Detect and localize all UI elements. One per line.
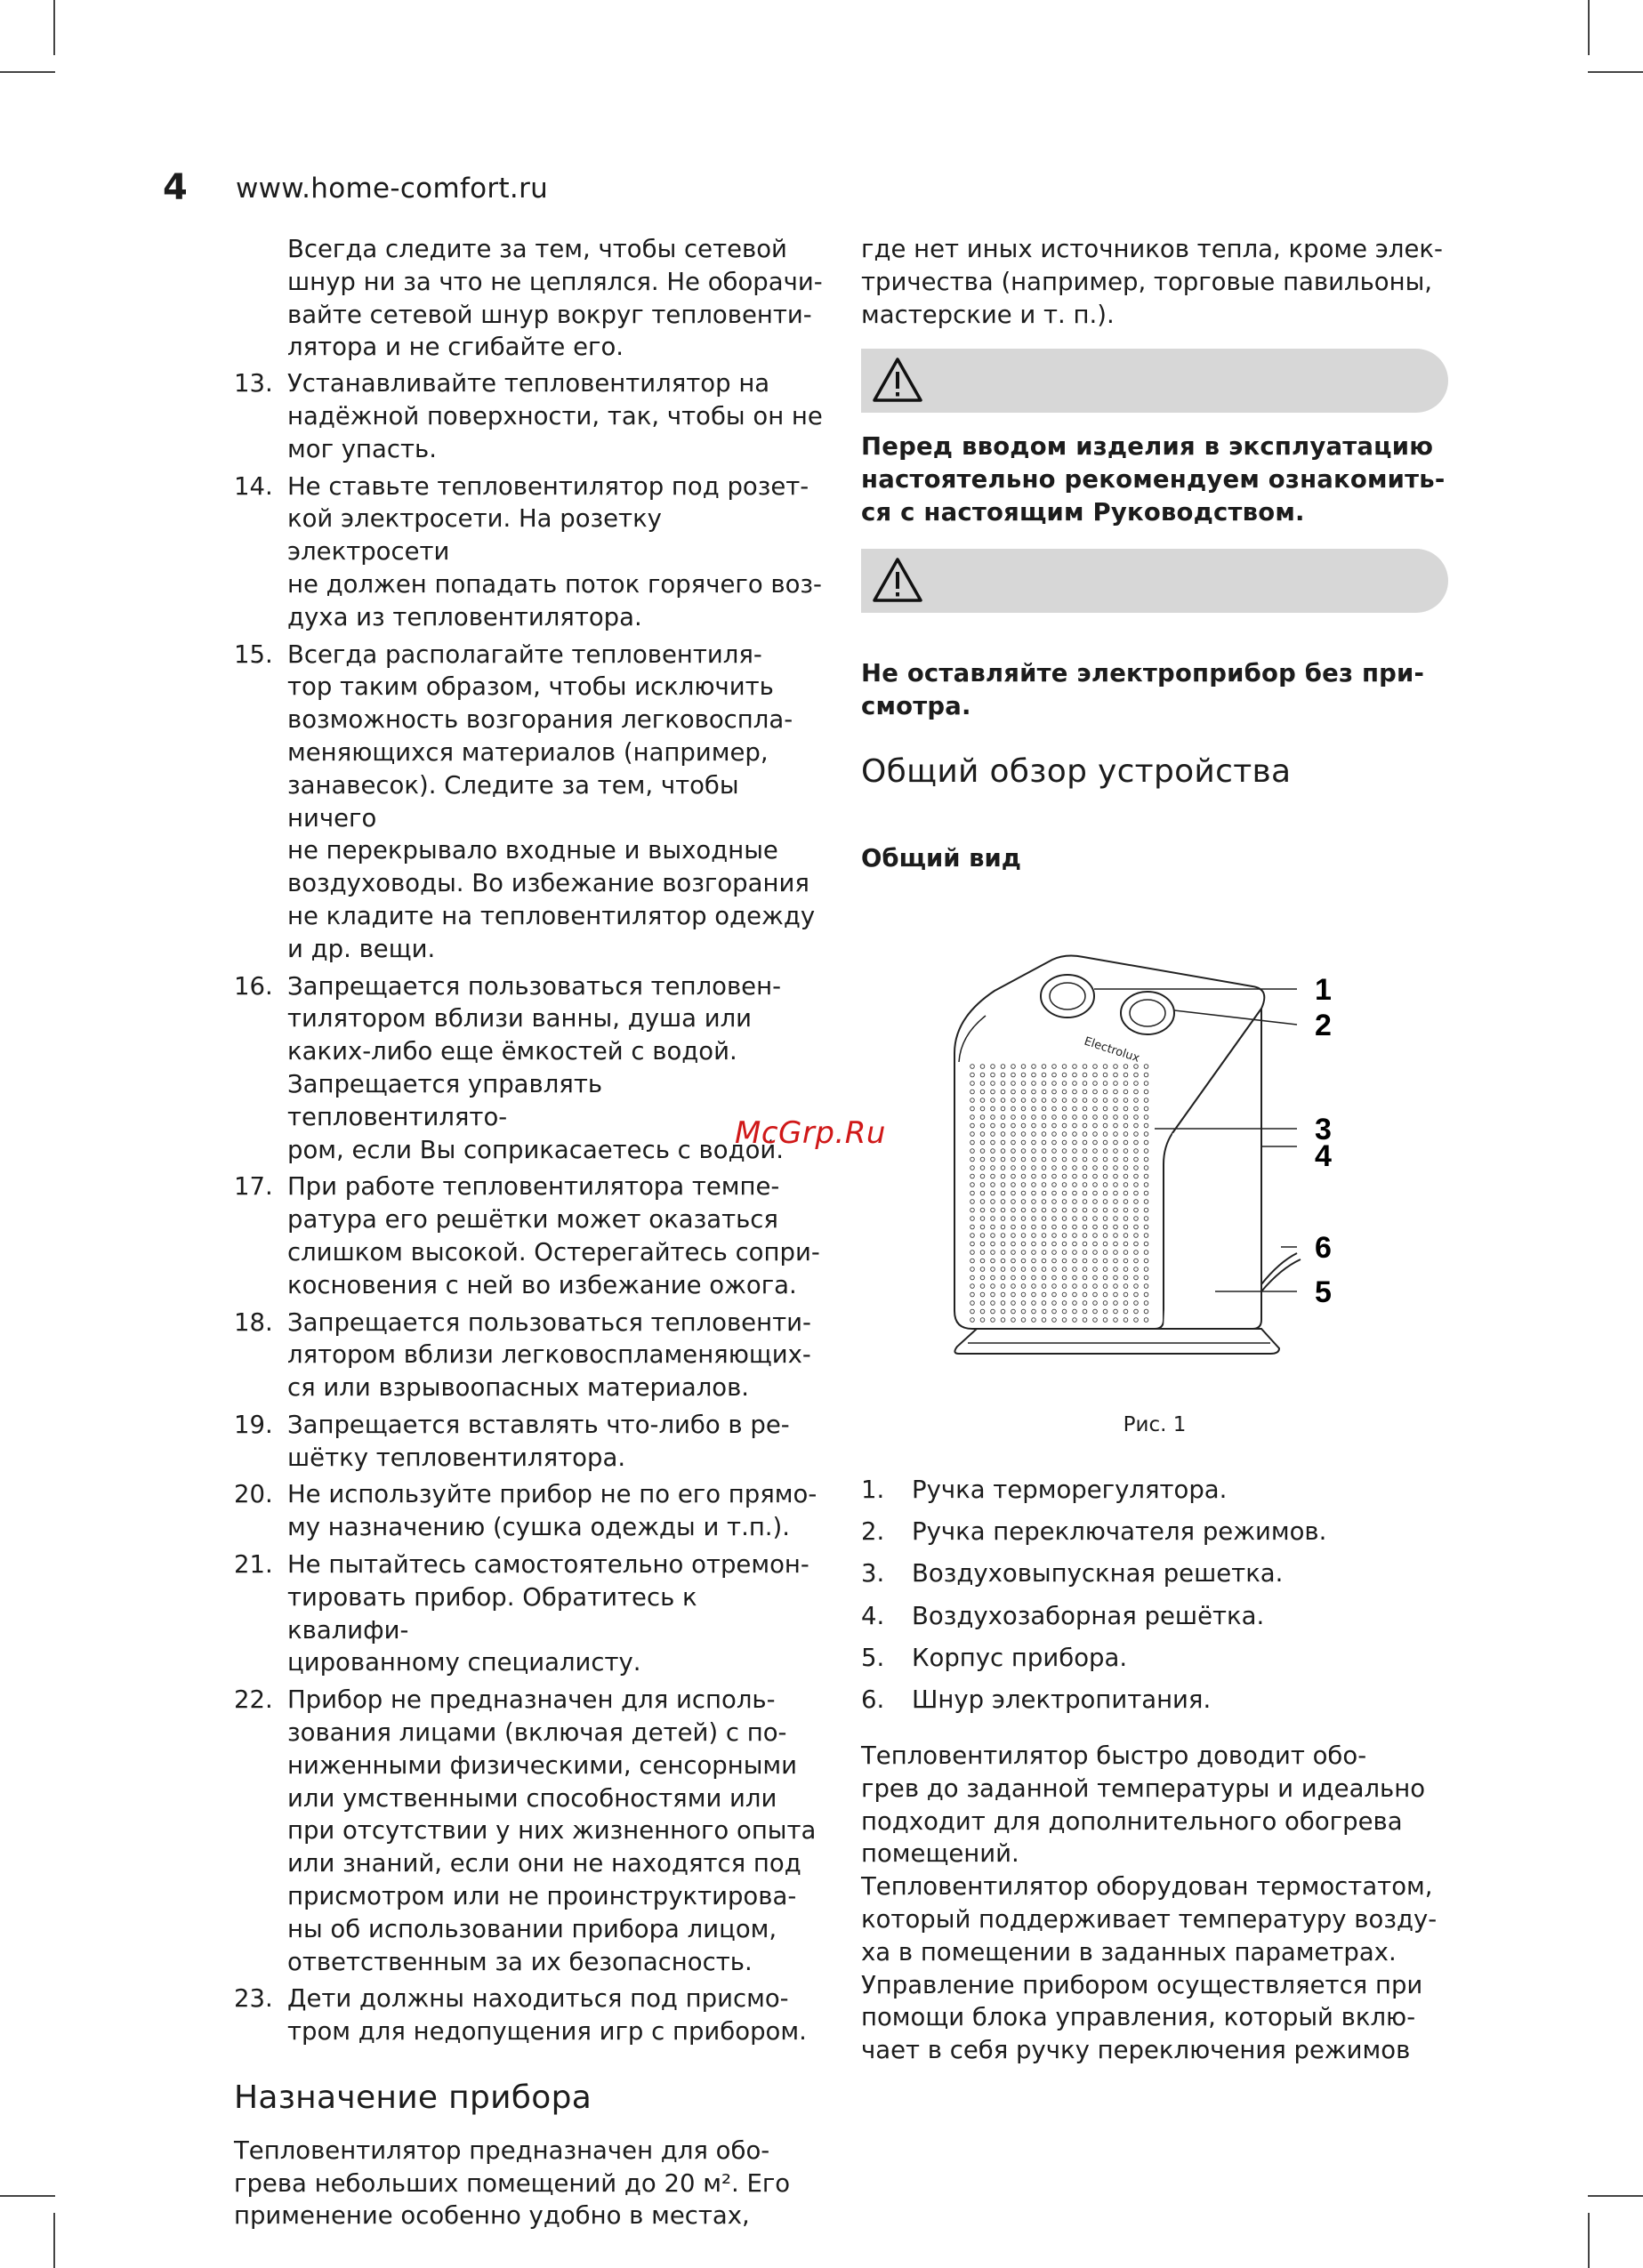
text-line: тричества (например, торговые павильоны, — [861, 267, 1433, 296]
text-line: Не пытайтесь самостоятельно отремон- — [287, 1550, 809, 1580]
right-column — [861, 233, 1448, 2067]
text-line: который поддерживает температуру возду- — [861, 1905, 1438, 1934]
warning-text-unattended — [861, 657, 1448, 723]
part-item — [861, 1474, 1448, 1507]
warning-bar — [861, 349, 1448, 413]
text-line: шнур ни за что не цеплялся. Не оборачи- — [287, 267, 823, 296]
text-line: возможность возгорания легковоспла- — [287, 705, 793, 735]
part-number: 3. — [861, 1559, 885, 1588]
callout-label: 6 — [1315, 1230, 1332, 1265]
part-label: Воздухозаборная решётка. — [912, 1601, 1265, 1630]
text-line: ха в помещении в заданных параметрах. — [861, 1937, 1397, 1966]
rule-number: 23. — [234, 1984, 273, 2014]
text-line: или умственными способностями или — [287, 1783, 777, 1813]
rule-number: 20. — [234, 1480, 273, 1509]
text-line: воздуховоды. Во избежание возгорания — [287, 869, 809, 898]
text-line: Тепловентилятор быстро доводит обо- — [861, 1741, 1367, 1771]
part-number: 1. — [861, 1475, 885, 1504]
text-line: или знаний, если они не находятся под — [287, 1849, 801, 1878]
text-line: слишком высокой. Остерегайтесь сопри- — [287, 1237, 820, 1267]
part-label: Ручка переключателя режимов. — [912, 1517, 1327, 1547]
rule-item — [234, 1982, 823, 2048]
text-line: меняющихся материалов (например, — [287, 737, 769, 767]
text-line: При работе тепловентилятора темпе- — [287, 1172, 780, 1202]
text-line: духа из тепловентилятора. — [287, 602, 642, 631]
callout-label: 2 — [1315, 1008, 1332, 1042]
text-line: му назначению (сушка одежды и т.п.). — [287, 1513, 791, 1542]
purpose-heading: Назначение прибора — [234, 2079, 592, 2117]
text-line: Запрещается пользоваться тепловен- — [287, 971, 782, 1001]
part-label: Ручка терморегулятора. — [912, 1475, 1228, 1504]
rule-item — [234, 367, 823, 465]
callout-label: 4 — [1315, 1138, 1332, 1173]
parts-list — [861, 1474, 1448, 1717]
text-line: каких-либо еще ёмкостей с водой. — [287, 1037, 737, 1066]
part-number: 5. — [861, 1643, 885, 1672]
site-url: www.home-comfort.ru — [236, 173, 549, 205]
text-line: и др. вещи. — [287, 934, 436, 963]
text-line: Всегда следите за тем, чтобы сетевой — [287, 235, 787, 263]
warning-bar — [861, 549, 1448, 613]
text-line: присмотром или не проинструктирова- — [287, 1882, 797, 1911]
text-line: ратура его решётки может оказаться — [287, 1205, 778, 1235]
text-line: косновения с ней во избежание ожога. — [287, 1270, 797, 1299]
part-item — [861, 1557, 1448, 1590]
text-line: шётку тепловентилятора. — [287, 1443, 626, 1472]
callout-label: 1 — [1315, 972, 1332, 1007]
text-line: помещений. — [861, 1839, 1019, 1869]
left-column — [234, 233, 823, 2232]
part-item — [861, 1642, 1448, 1675]
text-line: Не ставьте тепловентилятор под розет- — [287, 471, 809, 501]
rule-number: 15. — [234, 639, 273, 669]
text-line: Перед вводом изделия в эксплуатацию — [861, 432, 1434, 462]
part-label: Воздуховыпускная решетка. — [912, 1559, 1284, 1588]
text-line: чает в себя ручку переключения режимов — [861, 2036, 1411, 2065]
text-line: Запрещается управлять тепловентилято- — [287, 1069, 603, 1131]
text-line: подходит для дополнительного обогрева — [861, 1806, 1403, 1836]
text-line: Тепловентилятор предназначен для обо- — [234, 2135, 770, 2165]
text-line: грев до заданной температуры и идеально — [861, 1773, 1426, 1803]
text-line: вайте сетевой шнур вокруг тепловенти- — [287, 300, 812, 329]
rule-item — [234, 1548, 823, 1679]
text-line: Запрещается вставлять что-либо в ре- — [287, 1410, 790, 1439]
continued-paragraph — [861, 233, 1448, 331]
text-line: ром, если Вы соприкасаетесь с водой. — [287, 1135, 785, 1164]
text-line: зования лицами (включая детей) с по- — [287, 1718, 787, 1748]
text-line: ся или взрывоопасных материалов. — [287, 1373, 750, 1403]
watermark: McGrp.Ru — [735, 1115, 886, 1151]
part-label: Шнур электропитания. — [912, 1685, 1212, 1715]
text-line: не кладите на тепловентилятор одежду — [287, 901, 816, 930]
rule-item — [234, 639, 823, 966]
callout-label: 3 — [1315, 1112, 1332, 1146]
brand-logo: Electrolux — [1082, 1034, 1141, 1066]
crop-mark — [0, 71, 55, 73]
crop-mark — [1588, 71, 1643, 73]
crop-mark — [1588, 2213, 1590, 2268]
text-line: не должен попадать поток горячего воз- — [287, 569, 822, 599]
warning-triangle-icon — [870, 554, 925, 607]
rule-number: 13. — [234, 369, 273, 398]
part-label: Корпус прибора. — [912, 1643, 1128, 1672]
text-line: тром для недопущения игр с прибором. — [287, 2017, 807, 2047]
part-item — [861, 1600, 1448, 1633]
text-line: лятором вблизи легковоспламеняющих- — [287, 1340, 811, 1370]
crop-mark — [1588, 0, 1590, 55]
purpose-paragraph — [234, 2135, 823, 2232]
rule-item — [234, 470, 823, 634]
text-line: помощи блока управления, который вклю- — [861, 2003, 1416, 2032]
part-item — [861, 1516, 1448, 1548]
intro-paragraph — [234, 233, 823, 364]
description-paragraph — [861, 1740, 1448, 2067]
part-item — [861, 1684, 1448, 1717]
part-number: 6. — [861, 1685, 885, 1715]
text-line: Дети должны находиться под присмо- — [287, 1984, 789, 2014]
overview-heading: Общий обзор устройства — [861, 753, 1292, 791]
text-line: грева небольших помещений до 20 м². Его — [234, 2168, 791, 2198]
text-line: занавесок). Следите за тем, чтобы ничего — [287, 770, 739, 832]
rule-number: 19. — [234, 1410, 273, 1439]
rule-item — [234, 1684, 823, 1978]
text-line: Прибор не предназначен для исполь- — [287, 1685, 776, 1715]
text-line: надёжной поверхности, так, чтобы он не — [287, 401, 823, 430]
crop-mark — [53, 2213, 55, 2268]
text-line: настоятельно рекомендуем ознакомить- — [861, 465, 1446, 495]
rule-number: 14. — [234, 471, 273, 501]
rule-number: 16. — [234, 971, 273, 1001]
text-line: смотра. — [861, 691, 971, 720]
text-line: тировать прибор. Обратитесь к квалифи- — [287, 1582, 697, 1645]
text-line: ся с настоящим Руководством. — [861, 497, 1305, 527]
warning-triangle-icon — [870, 354, 925, 407]
text-line: кой электросети. На розетку электросети — [287, 504, 662, 567]
rule-item — [234, 1409, 823, 1475]
warning-text-manual — [861, 430, 1448, 528]
rule-number: 17. — [234, 1172, 273, 1202]
part-number: 4. — [861, 1601, 885, 1630]
part-number: 2. — [861, 1517, 885, 1547]
crop-mark — [1588, 2195, 1643, 2197]
text-line: Не используйте прибор не по его прямо- — [287, 1480, 817, 1509]
callout-label: 5 — [1315, 1275, 1332, 1309]
text-line: не перекрывало входные и выходные — [287, 836, 778, 865]
text-line: Не оставляйте электроприбор без при- — [861, 658, 1425, 688]
general-view-subheading: Общий вид — [861, 844, 1021, 873]
text-line: ниженными физическими, сенсорными — [287, 1750, 798, 1780]
figure-caption: Рис. 1 — [1123, 1412, 1187, 1436]
rule-number: 22. — [234, 1685, 273, 1715]
text-line: Всегда располагайте тепловентиля- — [287, 639, 762, 669]
text-line: Запрещается пользоваться тепловенти- — [287, 1307, 811, 1337]
text-line: при отсутствии у них жизненного опыта — [287, 1816, 817, 1846]
rule-item — [234, 1478, 823, 1544]
page-number: 4 — [163, 167, 188, 208]
text-line: где нет иных источников тепла, кроме элек- — [861, 235, 1443, 263]
rule-item — [234, 1170, 823, 1301]
text-line: ответственным за их безопасность. — [287, 1947, 753, 1976]
text-line: Управление прибором осуществляется при — [861, 1970, 1423, 1999]
text-line: Тепловентилятор оборудован термостатом, — [861, 1872, 1433, 1902]
rule-number: 18. — [234, 1307, 273, 1337]
crop-mark — [0, 2195, 55, 2197]
text-line: цированному специалисту. — [287, 1648, 641, 1677]
text-line: тор таким образом, чтобы исключить — [287, 672, 774, 702]
rule-number: 21. — [234, 1550, 273, 1580]
text-line: мог упасть. — [287, 434, 437, 463]
text-line: Устанавливайте тепловентилятор на — [287, 369, 770, 398]
text-line: тилятором вблизи ванны, душа или — [287, 1004, 753, 1033]
text-line: ны об использовании прибора лицом, — [287, 1914, 777, 1943]
text-line: применение особенно удобно в местах, — [234, 2201, 750, 2231]
rule-item — [234, 1307, 823, 1404]
heater-figure — [861, 911, 1448, 1409]
text-line: мастерские и т. п.). — [861, 300, 1115, 329]
safety-rules-list — [234, 367, 823, 2048]
crop-mark — [53, 0, 55, 55]
text-line: лятора и не сгибайте его. — [287, 333, 624, 362]
heater-diagram — [861, 911, 1448, 1409]
